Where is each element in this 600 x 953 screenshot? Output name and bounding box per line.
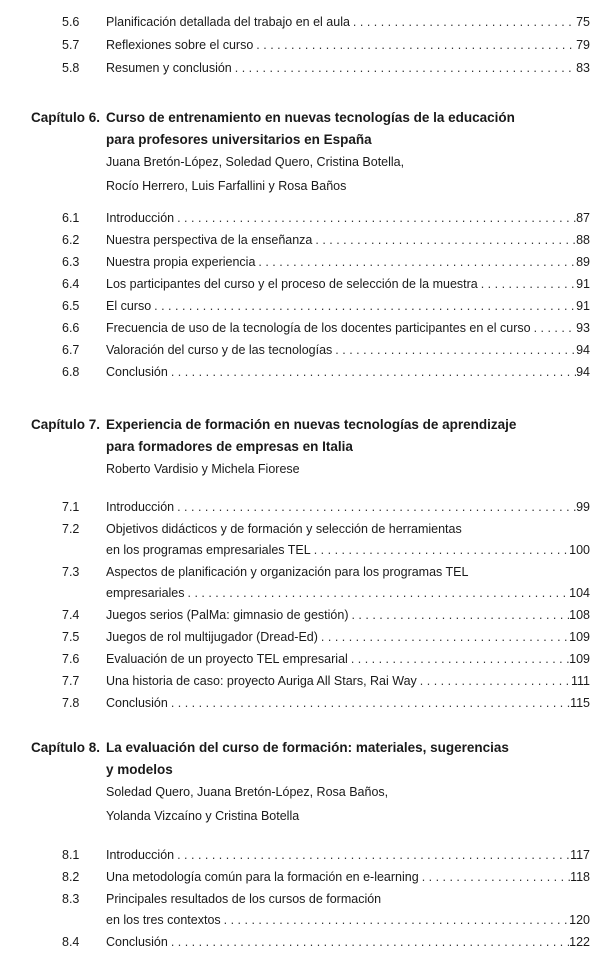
section-number: 8.4 bbox=[62, 935, 80, 949]
section-entry bbox=[106, 274, 590, 294]
section-title: Nuestra propia experiencia bbox=[106, 255, 256, 269]
section-number: 5.6 bbox=[62, 15, 80, 29]
dot-leader bbox=[417, 671, 571, 691]
section-title: en los tres contextos bbox=[106, 913, 221, 927]
toc-entry[interactable] bbox=[0, 583, 600, 603]
section-entry bbox=[106, 497, 590, 517]
page-number: 94 bbox=[576, 365, 590, 379]
section-number: 7.4 bbox=[62, 608, 80, 622]
chapter-label: Capítulo 6. bbox=[30, 110, 100, 125]
section-title: El curso bbox=[106, 299, 152, 313]
toc-entry[interactable] bbox=[0, 340, 600, 360]
section-entry bbox=[106, 583, 590, 603]
page-number: 99 bbox=[576, 500, 590, 514]
dot-leader bbox=[332, 340, 576, 360]
section-entry bbox=[106, 540, 590, 560]
dot-leader bbox=[348, 605, 569, 625]
section-entry bbox=[106, 867, 590, 887]
toc-entry[interactable] bbox=[0, 296, 600, 316]
toc-entry[interactable] bbox=[0, 649, 600, 669]
page-number: 88 bbox=[576, 233, 590, 247]
section-title: Conclusión bbox=[106, 696, 168, 710]
page-number: 89 bbox=[576, 255, 590, 269]
page-number: 115 bbox=[570, 696, 590, 710]
section-title: Introducción bbox=[106, 211, 175, 225]
chapter-authors bbox=[0, 459, 600, 479]
dot-leader bbox=[185, 583, 570, 603]
chapter-title: Curso de entrenamiento en nuevas tecnologías de la educación bbox=[106, 110, 515, 125]
chapter-title: para formadores de empresas en Italia bbox=[106, 439, 353, 454]
section-entry bbox=[106, 519, 590, 539]
chapter-heading bbox=[0, 415, 600, 435]
dot-leader bbox=[151, 296, 576, 316]
page-number: 104 bbox=[569, 586, 590, 600]
section-number: 7.3 bbox=[62, 565, 80, 579]
section-title: Juegos serios (PalMa: gimnasio de gestión) bbox=[106, 608, 349, 622]
toc-entry[interactable] bbox=[0, 208, 600, 228]
section-number: 6.1 bbox=[62, 211, 80, 225]
dot-leader bbox=[348, 649, 569, 669]
chapter-heading bbox=[0, 437, 600, 457]
section-title: Los participantes del curso y el proceso de selección de la muestra bbox=[106, 277, 478, 291]
author-line: Juana Bretón-López, Soledad Quero, Cristina Botella, bbox=[106, 155, 405, 169]
toc-entry[interactable] bbox=[0, 540, 600, 560]
section-number: 6.3 bbox=[62, 255, 80, 269]
section-title: Frecuencia de uso de la tecnología de los docentes participantes en el curso bbox=[106, 321, 531, 335]
chapter-authors bbox=[0, 782, 600, 802]
section-title: Planificación detallada del trabajo en el aula bbox=[106, 15, 350, 29]
section-number: 7.6 bbox=[62, 652, 80, 666]
page-number: 93 bbox=[576, 321, 590, 335]
page-number: 108 bbox=[569, 608, 590, 622]
section-title: Conclusión bbox=[106, 935, 168, 949]
section-entry bbox=[106, 605, 590, 625]
toc-entry[interactable] bbox=[0, 562, 600, 582]
toc-entry[interactable] bbox=[0, 519, 600, 539]
section-number: 7.7 bbox=[62, 674, 80, 688]
toc-entry[interactable] bbox=[0, 12, 600, 32]
section-entry bbox=[106, 671, 590, 691]
chapter-heading bbox=[0, 108, 600, 128]
section-entry bbox=[106, 693, 590, 713]
toc-entry[interactable] bbox=[0, 252, 600, 272]
section-number: 8.1 bbox=[62, 848, 80, 862]
page-number: 122 bbox=[569, 935, 590, 949]
dot-leader bbox=[531, 318, 577, 338]
section-number: 7.1 bbox=[62, 500, 80, 514]
page-number: 87 bbox=[576, 211, 590, 225]
toc-entry[interactable] bbox=[0, 274, 600, 294]
toc-entry[interactable] bbox=[0, 497, 600, 517]
dot-leader bbox=[221, 910, 569, 930]
dot-leader bbox=[174, 845, 570, 865]
chapter-title: y modelos bbox=[106, 762, 173, 777]
dot-leader bbox=[478, 274, 576, 294]
toc-entry[interactable] bbox=[0, 889, 600, 909]
toc-entry[interactable] bbox=[0, 671, 600, 691]
dot-leader bbox=[350, 12, 576, 32]
section-entry bbox=[106, 296, 590, 316]
dot-leader bbox=[168, 932, 569, 952]
page-number: 118 bbox=[570, 870, 590, 884]
section-title: empresariales bbox=[106, 586, 185, 600]
section-entry bbox=[106, 627, 590, 647]
section-title: Juegos de rol multijugador (Dread-Ed) bbox=[106, 630, 318, 644]
author-line: Roberto Vardisio y Michela Fiorese bbox=[106, 462, 300, 476]
section-title: Objetivos didácticos y de formación y selección de herramientas bbox=[106, 522, 462, 536]
dot-leader bbox=[419, 867, 570, 887]
page-number: 109 bbox=[569, 652, 590, 666]
chapter-title: La evaluación del curso de formación: materiales, sugerencias bbox=[106, 740, 509, 755]
section-title: Conclusión bbox=[106, 365, 168, 379]
section-number: 5.8 bbox=[62, 61, 80, 75]
author-line: Soledad Quero, Juana Bretón-López, Rosa Baños, bbox=[106, 785, 389, 799]
toc-entry[interactable] bbox=[0, 58, 600, 78]
dot-leader bbox=[232, 58, 576, 78]
page-number: 117 bbox=[570, 848, 590, 862]
page-number: 120 bbox=[569, 913, 590, 927]
section-entry bbox=[106, 362, 590, 382]
dot-leader bbox=[312, 230, 576, 250]
section-entry bbox=[106, 208, 590, 228]
chapter-authors bbox=[0, 152, 600, 172]
section-entry bbox=[106, 845, 590, 865]
section-number: 6.2 bbox=[62, 233, 80, 247]
chapter-label: Capítulo 7. bbox=[30, 417, 100, 432]
toc-entry[interactable] bbox=[0, 35, 600, 55]
section-title: Introducción bbox=[106, 500, 175, 514]
toc-entry[interactable] bbox=[0, 362, 600, 382]
page-number: 75 bbox=[576, 15, 590, 29]
toc-entry[interactable] bbox=[0, 318, 600, 338]
toc-entry[interactable] bbox=[0, 605, 600, 625]
page-number: 111 bbox=[570, 674, 590, 688]
section-number: 7.2 bbox=[62, 522, 80, 536]
chapter-title: para profesores universitarios en España bbox=[106, 132, 372, 147]
section-number: 5.7 bbox=[62, 38, 80, 52]
section-entry bbox=[106, 318, 590, 338]
section-title: Una metodología común para la formación en e-learning bbox=[106, 870, 419, 884]
author-line: Yolanda Vizcaíno y Cristina Botella bbox=[106, 809, 300, 823]
chapter-heading bbox=[0, 760, 600, 780]
section-title: Nuestra perspectiva de la enseñanza bbox=[106, 233, 313, 247]
section-title: Reflexiones sobre el curso bbox=[106, 38, 254, 52]
section-title: Aspectos de planificación y organización para los programas TEL bbox=[106, 565, 469, 579]
section-entry bbox=[106, 932, 590, 952]
author-line: Rocío Herrero, Luis Farfallini y Rosa Baños bbox=[106, 179, 347, 193]
section-entry bbox=[106, 35, 590, 55]
section-entry bbox=[106, 889, 590, 909]
section-title: Principales resultados de los cursos de formación bbox=[106, 892, 382, 906]
page-number: 100 bbox=[569, 543, 590, 557]
section-entry bbox=[106, 58, 590, 78]
dot-leader bbox=[253, 35, 576, 55]
section-number: 6.7 bbox=[62, 343, 80, 357]
dot-leader bbox=[311, 540, 569, 560]
toc-entry[interactable] bbox=[0, 910, 600, 930]
page-number: 94 bbox=[576, 343, 590, 357]
chapter-label: Capítulo 8. bbox=[30, 740, 100, 755]
section-entry bbox=[106, 340, 590, 360]
chapter-title: Experiencia de formación en nuevas tecnologías de aprendizaje bbox=[106, 417, 517, 432]
section-title: Una historia de caso: proyecto Auriga All Stars, Rai Way bbox=[106, 674, 417, 688]
toc-entry[interactable] bbox=[0, 230, 600, 250]
dot-leader bbox=[174, 208, 576, 228]
page-number: 83 bbox=[576, 61, 590, 75]
toc-entry[interactable] bbox=[0, 627, 600, 647]
toc-entry[interactable] bbox=[0, 693, 600, 713]
chapter-authors bbox=[0, 176, 600, 196]
dot-leader bbox=[174, 497, 576, 517]
chapter-heading bbox=[0, 130, 600, 150]
toc-entry[interactable] bbox=[0, 845, 600, 865]
section-entry bbox=[106, 649, 590, 669]
section-number: 7.5 bbox=[62, 630, 80, 644]
page-number: 91 bbox=[576, 277, 590, 291]
section-entry bbox=[106, 12, 590, 32]
section-title: Introducción bbox=[106, 848, 175, 862]
section-entry bbox=[106, 230, 590, 250]
dot-leader bbox=[168, 362, 576, 382]
section-number: 8.3 bbox=[62, 892, 80, 906]
chapter-heading bbox=[0, 738, 600, 758]
page-number: 91 bbox=[576, 299, 590, 313]
section-number: 6.6 bbox=[62, 321, 80, 335]
section-title: Resumen y conclusión bbox=[106, 61, 232, 75]
page-number: 109 bbox=[569, 630, 590, 644]
section-number: 6.4 bbox=[62, 277, 80, 291]
section-number: 6.5 bbox=[62, 299, 80, 313]
section-number: 8.2 bbox=[62, 870, 80, 884]
section-entry bbox=[106, 910, 590, 930]
section-title: en los programas empresariales TEL bbox=[106, 543, 311, 557]
toc-entry[interactable] bbox=[0, 867, 600, 887]
section-number: 6.8 bbox=[62, 365, 80, 379]
chapter-authors bbox=[0, 806, 600, 826]
section-entry bbox=[106, 562, 590, 582]
dot-leader bbox=[318, 627, 569, 647]
section-title: Evaluación de un proyecto TEL empresarial bbox=[106, 652, 348, 666]
section-entry bbox=[106, 252, 590, 272]
dot-leader bbox=[168, 693, 570, 713]
dot-leader bbox=[255, 252, 576, 272]
section-title: Valoración del curso y de las tecnologías bbox=[106, 343, 333, 357]
toc-entry[interactable] bbox=[0, 932, 600, 952]
page-number: 79 bbox=[576, 38, 590, 52]
section-number: 7.8 bbox=[62, 696, 80, 710]
